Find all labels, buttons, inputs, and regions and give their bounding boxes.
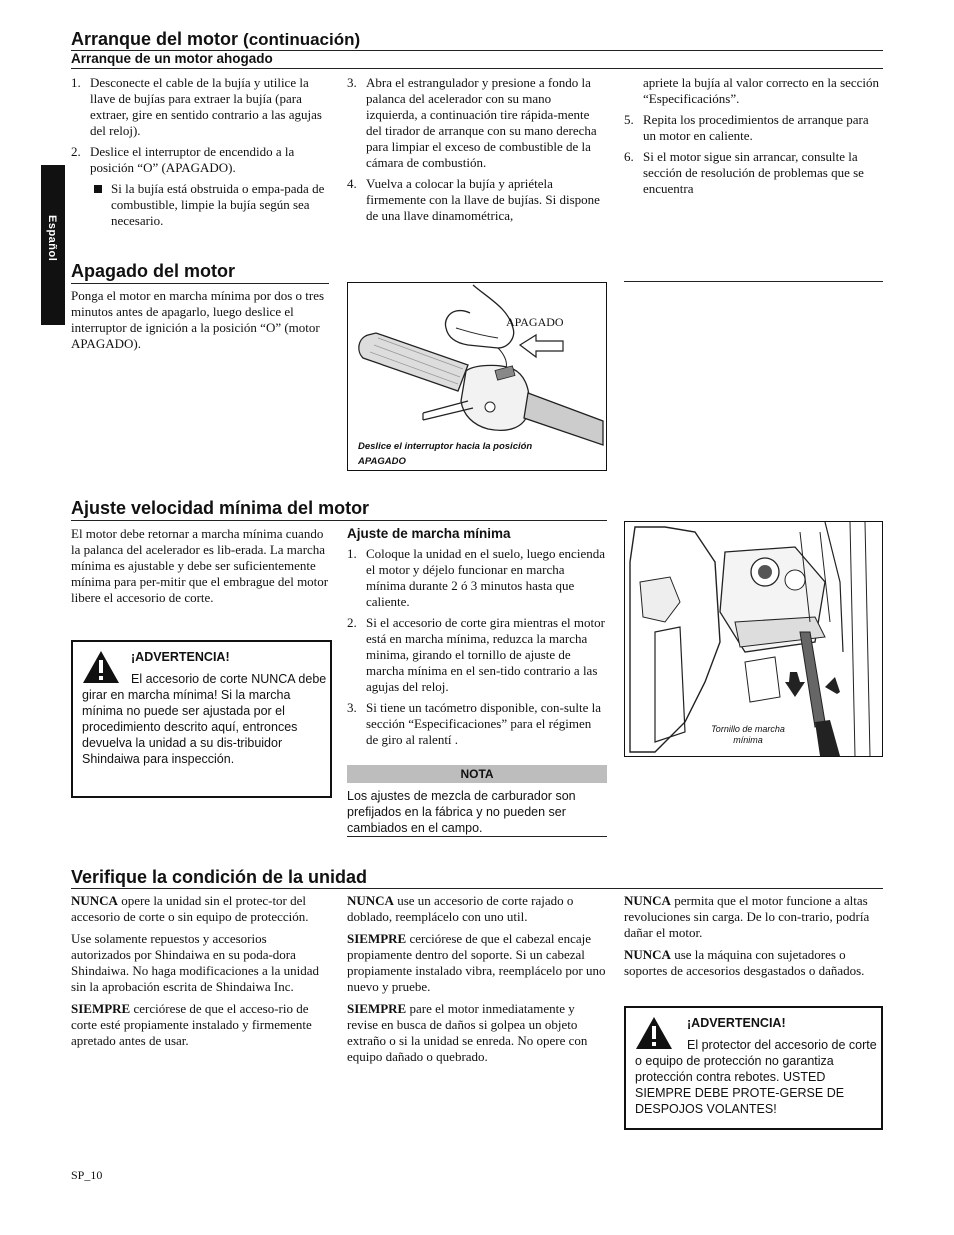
section-title-continued: (continuación) bbox=[243, 30, 361, 49]
condition-paragraph: NUNCA use un accesorio de corte rajado o doblado, reemplácelo con uno util. bbox=[347, 893, 574, 924]
list-item: 5. Repita los procedimientos de arranque para un motor en caliente. bbox=[624, 112, 869, 143]
condition-paragraph: NUNCA use la máquina con sujetadores o soportes de accesorios desgastados o dañados. bbox=[624, 947, 865, 978]
language-tab-label: Español bbox=[46, 215, 58, 262]
list-item: 1. Desconecte el cable de la bujía y utilice la llave de bujías para extraer la bujía (para extraer, gire en sentido contrario a las agujas del reloj). bbox=[71, 75, 322, 138]
shutdown-figure-caption: Deslice el interruptor hacia la posición APAGADO bbox=[358, 441, 533, 467]
idle-warning-text: El accesorio de corte NUNCA debe girar en marcha mínima! Si la marcha mínima no puede ser ajustada por el procedimiento descrito aquí, entronces devuelva la unidad a su dis-tribuidor Shindaiwa para inspección. bbox=[82, 672, 327, 766]
sub-title: Arranque de un motor ahogado bbox=[71, 51, 273, 66]
condition-warning-text: El protector del accesorio de corte o equipo de protección no garantiza protección contra rebotes. USTED SIEMPRE DEBE PROTE-GERSE DE DESPOJOS VOLANTES! bbox=[635, 1038, 877, 1116]
list-item: 4. Vuelva a colocar la bujía y apriétela firmemente con la llave de bujías. Si dispone de una llave dinamométrica, bbox=[347, 176, 600, 223]
idle-rule bbox=[71, 520, 607, 521]
flooded-steps-col3 bbox=[624, 75, 882, 202]
condition-paragraph: NUNCA opere la unidad sin el protec-tor del accesorio de corte o sin equipo de protección. bbox=[71, 893, 309, 924]
header-rule bbox=[71, 68, 883, 69]
condition-paragraph: SIEMPRE pare el motor inmediatamente y revise en busca de daños si golpea un objeto extraño o si la unidad se enreda. No opere con equipo dañado o quebrado. bbox=[347, 1001, 588, 1064]
list-item: 6. Si el motor sigue sin arrancar, consulte la sección de resolución de problemas que se encuentra bbox=[624, 149, 864, 196]
language-tab bbox=[41, 165, 65, 325]
condition-paragraph: SIEMPRE cerciórese de que el acceso-rio de corte esté propiamente instalado y firmemente apretado antes de usar. bbox=[71, 1001, 312, 1048]
idle-screw-caption: Tornillo de marcha mínima bbox=[711, 724, 785, 745]
condition-paragraph: Use solamente repuestos y accesorios autorizados por Shindaiwa en su poda-dora Shindaiwa. No haga modificaciones a la unidad sin la aprobación escrita de Shindaiwa Inc. bbox=[71, 931, 320, 994]
condition-paragraph: NUNCA permita que el motor funcione a altas revoluciones sin carga. De lo con-trario, podría dañar el motor. bbox=[624, 893, 870, 940]
shutdown-figure bbox=[347, 282, 607, 471]
idle-steps bbox=[347, 546, 605, 753]
idle-intro: El motor debe retornar a marcha mínima cuando la palanca del acelerador es lib-erada. La marcha mínima es ajustable y debe ser suficientemente mínima para per-mitir que el embrague del motor libere el accesorio de corte. bbox=[71, 526, 329, 605]
idle-warning-title: ¡ADVERTENCIA! bbox=[131, 650, 230, 664]
bullet-square bbox=[94, 185, 102, 193]
condition-col2 bbox=[347, 893, 607, 1071]
page-number: SP_10 bbox=[71, 1168, 103, 1182]
condition-paragraph: SIEMPRE cerciórese de que el cabezal encaje propiamente dentro del soporte. Si un cabezal propiamente instalado vibra, reemplácelo por uno nuevo y pruebe. bbox=[347, 931, 606, 994]
condition-col3 bbox=[624, 893, 883, 985]
idle-heading: Ajuste velocidad mínima del motor bbox=[71, 498, 370, 518]
list-item: apriete la bujía al valor correcto en la sección “Especificacións”. bbox=[643, 75, 880, 106]
list-item: 2. Deslice el interruptor de encendido a la posición “O” (APAGADO). bbox=[71, 144, 295, 175]
shutdown-heading: Apagado del motor bbox=[71, 261, 236, 281]
condition-warning-box bbox=[624, 1006, 883, 1130]
nota-rule bbox=[347, 836, 607, 837]
shutdown-rule-right bbox=[624, 281, 883, 282]
idle-sub-heading: Ajuste de marcha mínima bbox=[347, 526, 511, 541]
bullet-item: Si la bujía está obstruida o empa-pada de combustible, limpie la bujía según sea necesario. bbox=[71, 181, 329, 229]
condition-heading: Verifique la condición de la unidad bbox=[71, 867, 368, 887]
flooded-steps-col1 bbox=[71, 75, 329, 234]
carburetor-illustration bbox=[625, 522, 882, 756]
section-title bbox=[71, 29, 360, 50]
list-item: 1. Coloque la unidad en el suelo, luego encienda el motor y déjelo funcionar en marcha mínima durante 2 ó 3 minutos hasta que caliente. bbox=[347, 546, 605, 609]
condition-rule bbox=[71, 888, 883, 889]
flooded-steps-col2 bbox=[347, 75, 605, 229]
idle-warning-box bbox=[71, 640, 332, 798]
section-title-main: Arranque del motor bbox=[71, 29, 239, 49]
apagado-label: APAGADO bbox=[506, 315, 564, 329]
idle-screw-figure bbox=[624, 521, 883, 757]
list-item: 3. Si tiene un tacómetro disponible, con-sulte la sección “Especificaciones” para el régimen de giro al ralentí . bbox=[347, 700, 602, 747]
list-item: 2. Si el accesorio de corte gira mientras el motor está en marcha mínima, reduzca la marcha minima, girando el tornillo de ajuste de marcha mínima en el sen-tido contrario a las agujas del reloj. bbox=[347, 615, 605, 694]
condition-col1 bbox=[71, 893, 329, 1055]
nota-text: Los ajustes de mezcla de carburador son prefijados en la fábrica y no pueden ser cambiados en el campo. bbox=[347, 789, 576, 835]
nota-bar: NOTA bbox=[347, 765, 607, 783]
condition-warning-title: ¡ADVERTENCIA! bbox=[687, 1016, 786, 1030]
shutdown-rule bbox=[71, 283, 329, 284]
shutdown-text: Ponga el motor en marcha mínima por dos o tres minutos antes de apagarlo, luego deslice el interruptor de ignición a la posición “O” (motor APAGADO). bbox=[71, 288, 325, 351]
list-item: 3. Abra el estrangulador y presione a fondo la palanca del acelerador con su mano izquierda, a continuación tire rápida-mente del tirador de arranque con su mano derecha para limpiar el exceso de combustible de la cámara de combustión. bbox=[347, 75, 597, 170]
